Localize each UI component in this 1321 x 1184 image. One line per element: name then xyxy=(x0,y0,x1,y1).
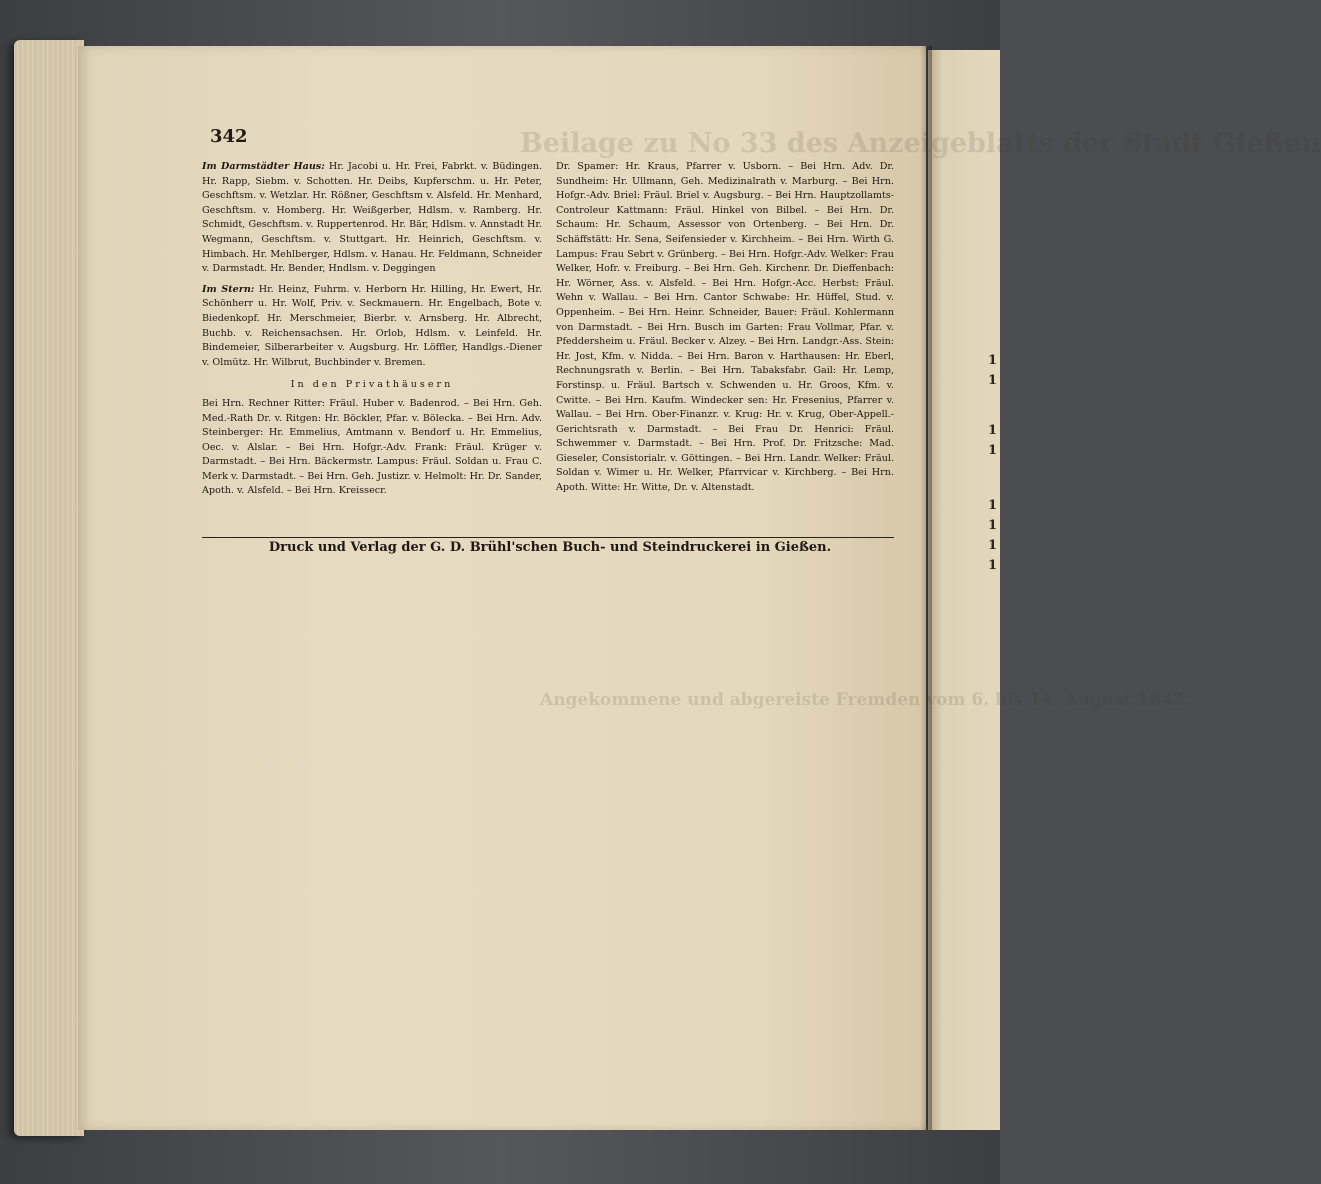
facing-page-mark: 1 xyxy=(988,373,998,388)
facing-page-mark: 1 xyxy=(988,558,998,573)
spine-shadow xyxy=(920,46,932,1130)
bleed-through-header: der Stadt Gießen xyxy=(1063,128,1321,159)
right-column xyxy=(556,160,894,496)
facing-page-mark: 1 xyxy=(988,498,998,513)
facing-page-mark: 1 xyxy=(988,423,998,438)
divider-rule xyxy=(202,537,894,538)
facing-page-mark: 1 xyxy=(988,353,998,368)
bleed-through-title: bis 14. August 1842. xyxy=(995,690,1191,710)
facing-page-mark: 1 xyxy=(988,538,998,553)
page-number: 342 xyxy=(210,126,248,147)
facing-page xyxy=(928,50,1000,1130)
facing-page-mark: 1 xyxy=(988,518,998,533)
left-column xyxy=(202,160,542,499)
section-heading: In den Privathäusern xyxy=(290,379,454,391)
private-houses-text: Dr. Spamer: Hr. Kraus, Pfarrer v. Usborn. – Bei Hrn. Adv. Dr. Sundheim: Hr. Ullmann, Geh. Medizinalrath v. Marburg. – Bei Hrn. Hofgr.-Adv. Briel: Fräul. Briel v. Augsburg. – Bei Hrn. Hauptzollamts-Controleur Kattmann: Fräul. Hinkel von Bilbel. – Bei Hrn. Dr. Schaum: Hr. Schaum, Assessor von Ortenberg. – Bei Hrn. Dr. Schäffstätt: Hr. Sena, Seifensieder v. Kirchheim. – Bei Hrn. Wirth G. Lampus: Frau Sebrt v. Grünberg. – Bei Hrn. Hofgr.-Adv. Welker: Frau Welker, Hofr. v. Freiburg. – Bei Hrn. Geh. Kirchenr. Dr. Dieffenbach: Hr. Wörner, Ass. v. Alsfeld. – Bei Hrn. Hofgr.-Acc. Herbst: Fräul. Wehn v. Wallau. – Bei Hrn. Cantor Schwabe: Hr. Hüffel, Stud. v. Oppenheim. – Bei Hrn. Heinr. Schneider, Bauer: Fräul. Kohlermann von Darmstadt. – Bei Hrn. Busch im Garten: Frau Vollmar, Pfar. v. Pfeddersheim u. Fräul. Becker v. Alzey. – Bei Hrn. Landgr.-Ass. Stein: Hr. Jost, Kfm. v. Nidda. – Bei Hrn. Baron v. Harthausen: Hr. Eberl, Rechnungsrath v. Berlin. – Bei Hrn. Tabaksfabr. Gail: Hr. Lemp, Forstinsp. u. Fräul. Bartsch v. Schwenden u. Hr. Groos, Kfm. v. Cwitte. – Bei Hrn. Kaufm. Windecker sen: Hr. Fresenius, Pfarrer v. Wallau. – Bei Hrn. Ober-Finanzr. v. Krug: Hr. v. Krug, Ober-Appell.-Gerichtsrath v. Darmstadt. – Bei Frau Dr. Henrici: Fräul. Schwemmer v. Darmstadt. – Bei Hrn. Prof. Dr. Fritzsche: Mad. Gieseler, Consistorialr. v. Göttingen. – Bei Hrn. Landr. Welker: Fräul. Soldan v. Wimer u. Hr. Welker, Pfarrvicar v. Kirchberg. – Bei Hrn. Apoth. Witte: Hr. Witte, Dr. v. Altenstadt. xyxy=(556,161,894,494)
printer-imprint: Druck und Verlag der G. D. Brühl'schen Buch- und Steindruckerei in Gießen. xyxy=(268,540,832,555)
guest-list-paragraph xyxy=(202,160,542,277)
hotel-name: Im Stern: xyxy=(202,283,255,295)
private-houses-text: Bei Hrn. Rechner Ritter: Fräul. Huber v. Badenrod. – Bei Hrn. Geh. Med.-Rath Dr. v. Ritgen: Hr. Böckler, Pfar. v. Bölecka. – Bei Hrn. Adv. Steinberger: Hr. Emmelius, Amtmann v. Bendorf u. Hr. Emmelius, Oec. v. Alslar. – Bei Hrn. Hofgr.-Adv. Frank: Fräul. Krüger v. Darmstadt. – Bei Hrn. Bäckermstr. Lampus: Fräul. Soldan u. Frau C. Merk v. Darmstadt. – Bei Hrn. Geh. Justizr. v. Helmolt: Hr. Dr. Sander, Apoth. v. Alsfeld. – Bei Hrn. Kreissecr. xyxy=(202,397,542,497)
hotel-name: Im Darmstädter Haus: xyxy=(202,161,325,172)
guest-list-text: Hr. Heinz, Fuhrm. v. Herborn Hr. Hilling, Hr. Ewert, Hr. Schönherr u. Hr. Wolf, Priv. v. Seckmauern. Hr. Engelbach, Bote v. Biedenkopf. Hr. Merschmeier, Bierbr. v. Arnsberg. Hr. Albrecht, Buchb. v. Reichensachsen. Hr. Orlob, Hdlsm. v. Leinfeld. Hr. Bindemeier, Silberarbeiter v. Augsburg. Hr. Löffler, Handlgs.-Diener v. Olmütz. Hr. Wilbrut, Buchbinder v. Bremen. xyxy=(202,283,543,368)
book-page-edges xyxy=(14,40,84,1136)
facing-page-mark: 1 xyxy=(988,443,998,458)
guest-list-text: Hr. Jacobi u. Hr. Frei, Fabrkt. v. Büdingen. Hr. Rapp, Siebm. v. Schotten. Hr. Deibs, Kupferschm. u. Hr. Peter, Geschftsm. v. Wetzlar. Hr. Rößner, Geschftsm v. Alsfeld. Hr. Menhard, Geschftsm. v. Homberg. Hr. Weißgerber, Hdlsm. v. Ramberg. Hr. Schmidt, Geschftsm. v. Ruppertenrod. Hr. Bär, Hdlsm. v. Annstadt Hr. Wegmann, Geschftsm. v. Stuttgart. Hr. Heinrich, Geschftsm. v. Himbach. Hr. Mehlberger, Hdlsm. v. Hanau. Hr. Feldmann, Schneider v. Darmstadt. Hr. Bender, Hndlsm. v. Deggingen xyxy=(202,161,543,275)
guest-list-paragraph xyxy=(202,283,542,371)
